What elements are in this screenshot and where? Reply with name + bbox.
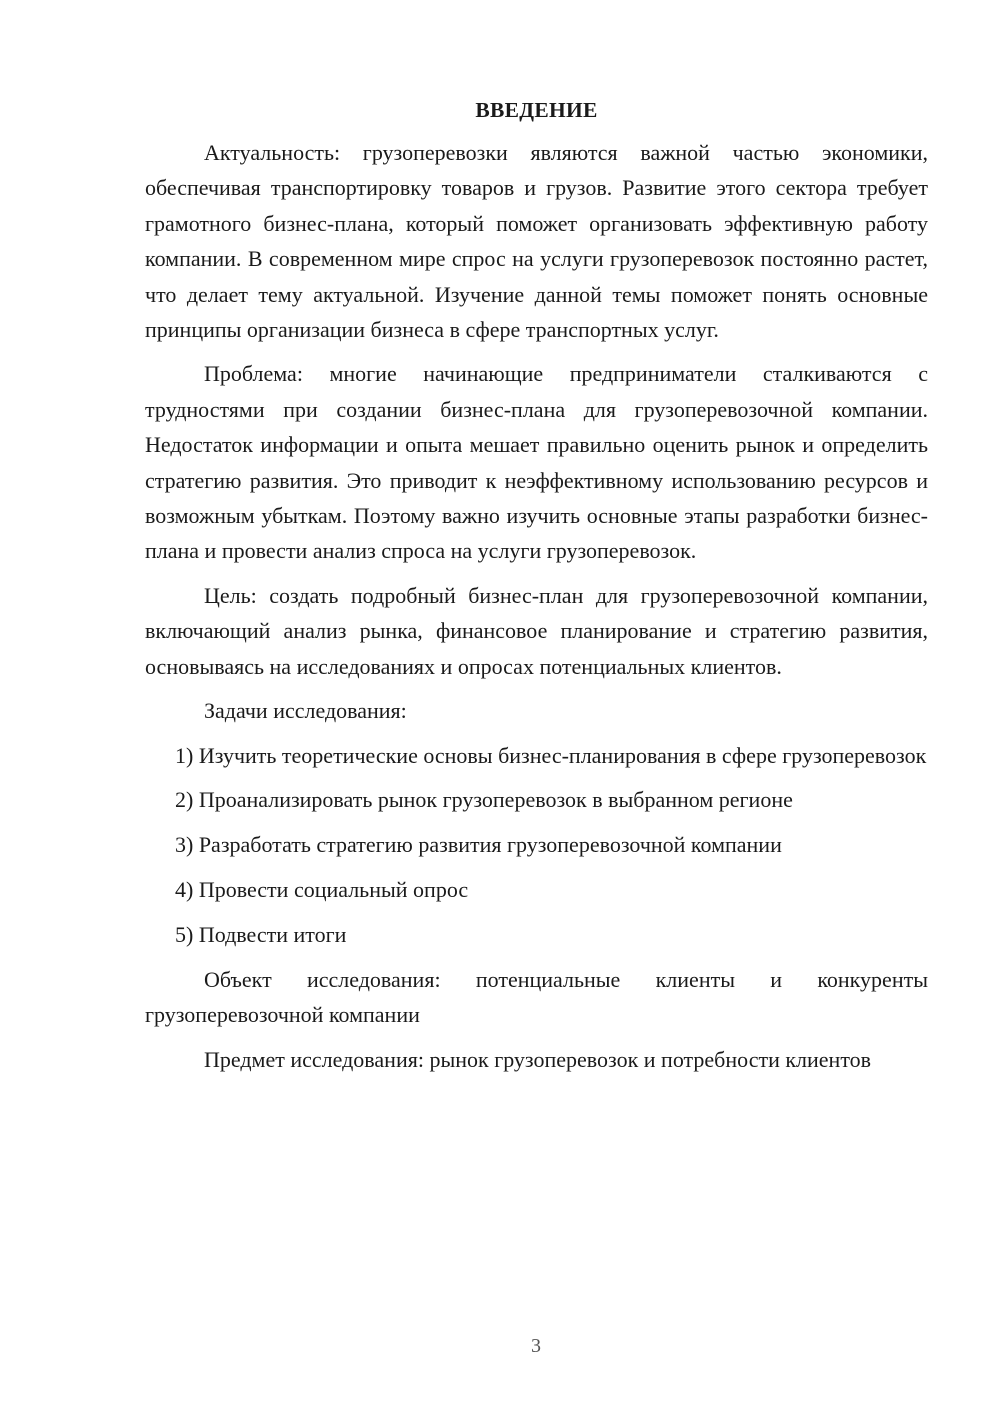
paragraph-subject: Предмет исследования: рынок грузоперевозок и потребности клиентов bbox=[204, 1046, 872, 1072]
task-item: 4) Провести социальный опрос bbox=[175, 877, 469, 903]
page-number: 3 bbox=[531, 1335, 541, 1357]
task-item: 3) Разработать стратегию развития грузоперевозочной компании bbox=[175, 832, 782, 858]
tasks-heading: Задачи исследования: bbox=[204, 698, 407, 724]
task-item: 1) Изучить теоретические основы бизнес-планирования в сфере грузоперевозок bbox=[175, 742, 927, 768]
section-title: ВВЕДЕНИЕ bbox=[475, 98, 598, 122]
task-item: 2) Проанализировать рынок грузоперевозок в выбранном регионе bbox=[175, 787, 793, 813]
tasks-list bbox=[145, 738, 928, 953]
task-item: 5) Подвести итоги bbox=[175, 922, 347, 948]
document-page bbox=[145, 93, 928, 1086]
paragraph-object: Объект исследования: потенциальные клиенты и конкуренты грузоперевозочной компании bbox=[145, 967, 928, 1028]
paragraph-goal: Цель: создать подробный бизнес-план для грузоперевозочной компании, включающий анализ рынка, финансовое планирование и стратегию развития, основываясь на исследованиях и опросах потенциальных клиентов. bbox=[145, 582, 928, 679]
paragraph-relevance: Актуальность: грузоперевозки являются важной частью экономики, обеспечивая транспортировку товаров и грузов. Развитие этого сектора требует грамотного бизнес-плана, который поможет организовать эффективную работу компании. В современном мире спрос на услуги грузоперевозок постоянно растет, что делает тему актуальной. Изучение данной темы поможет понять основные принципы организации бизнеса в сфере транспортных услуг. bbox=[145, 140, 928, 343]
paragraph-problem: Проблема: многие начинающие предприниматели сталкиваются с трудностями при создании бизнес-плана для грузоперевозочной компании. Недостаток информации и опыта мешает правильно оценить рынок и определить стратегию развития. Это приводит к неэффективному использованию ресурсов и возможным убыткам. Поэтому важно изучить основные этапы разработки бизнес-плана и провести анализ спроса на услуги грузоперевозок. bbox=[145, 361, 928, 564]
